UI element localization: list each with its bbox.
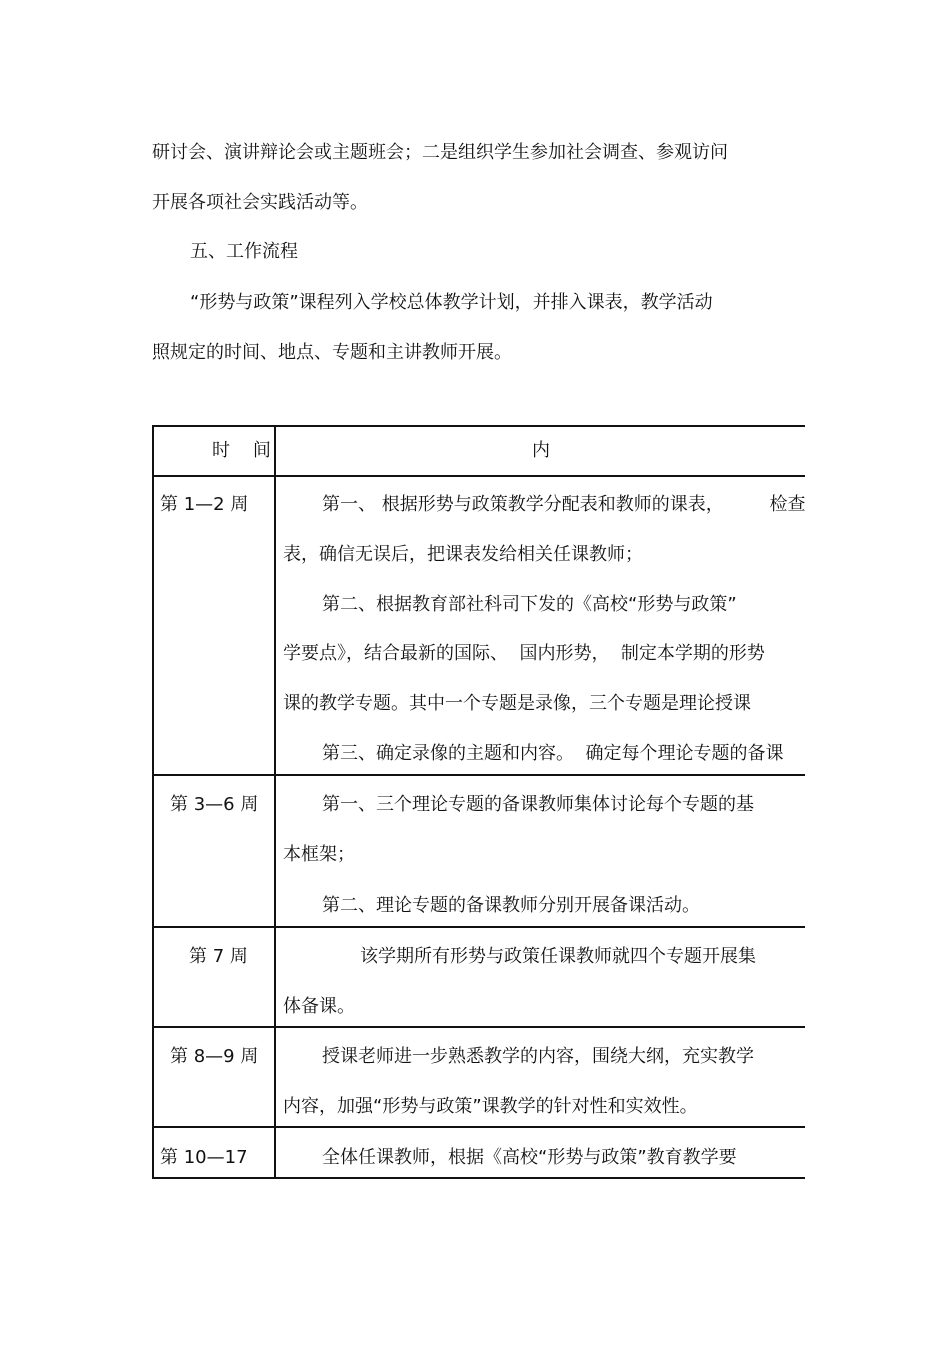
table-rule bbox=[152, 1177, 805, 1179]
row-time: 第 7 周 bbox=[189, 946, 248, 967]
row-content-line: 本框架； bbox=[283, 844, 355, 865]
row-content-line: 全体任课教师，根据《高校“形势与政策”教育教学要 bbox=[322, 1147, 737, 1168]
table-header-time: 时 间 bbox=[212, 440, 271, 461]
row-content-line: 课的教学专题。其中一个专题是录像，三个专题是理论授课 bbox=[283, 693, 751, 714]
row-time: 第 10—17 bbox=[160, 1147, 248, 1168]
paragraph-line: 照规定的时间、地点、专题和主讲教师开展。 bbox=[152, 342, 512, 363]
table-rule bbox=[152, 1026, 805, 1028]
table-rule bbox=[152, 475, 805, 477]
paragraph-line: 研讨会、演讲辩论会或主题班会；二是组织学生参加社会调查、参观访问 bbox=[152, 142, 728, 163]
row-content-line: 学要点》，结合最新的国际、 国内形势， 制定本学期的形势 bbox=[283, 643, 765, 664]
row-content-line: 该学期所有形势与政策任课教师就四个专题开展集 bbox=[360, 946, 756, 967]
table-rule bbox=[152, 425, 154, 1179]
row-time: 第 3—6 周 bbox=[170, 794, 259, 815]
row-content-line: 授课老师进一步熟悉教学的内容，围绕大纲，充实教学 bbox=[322, 1046, 754, 1067]
row-content-line: 第三、确定录像的主题和内容。 确定每个理论专题的备课 bbox=[322, 743, 784, 764]
table-rule bbox=[152, 1126, 805, 1128]
table-rule bbox=[152, 774, 805, 776]
table-rule bbox=[152, 425, 805, 427]
row-time: 第 1—2 周 bbox=[160, 494, 249, 515]
row-content-line: 内容，加强“形势与政策”课教学的针对性和实效性。 bbox=[283, 1096, 698, 1117]
row-content-line: 第二、理论专题的备课教师分别开展备课活动。 bbox=[322, 895, 700, 916]
row-content-line: 第一、三个理论专题的备课教师集体讨论每个专题的基 bbox=[322, 794, 754, 815]
row-content-line: 体备课。 bbox=[283, 996, 355, 1017]
section-heading: 五、工作流程 bbox=[190, 241, 298, 262]
table-rule bbox=[152, 926, 805, 928]
row-content-line: 第二、根据教育部社科司下发的《高校“形势与政策” bbox=[322, 594, 737, 615]
row-content-line: 表，确信无误后，把课表发给相关任课教师； bbox=[283, 544, 643, 565]
table-header-content: 内 bbox=[532, 440, 550, 461]
row-time: 第 8—9 周 bbox=[170, 1046, 259, 1067]
paragraph-line: 开展各项社会实践活动等。 bbox=[152, 192, 368, 213]
row-content-line: 第一、 根据形势与政策教学分配表和教师的课表， 检查 bbox=[322, 494, 806, 515]
paragraph-line: “形势与政策”课程列入学校总体教学计划，并排入课表，教学活动 bbox=[190, 292, 713, 313]
